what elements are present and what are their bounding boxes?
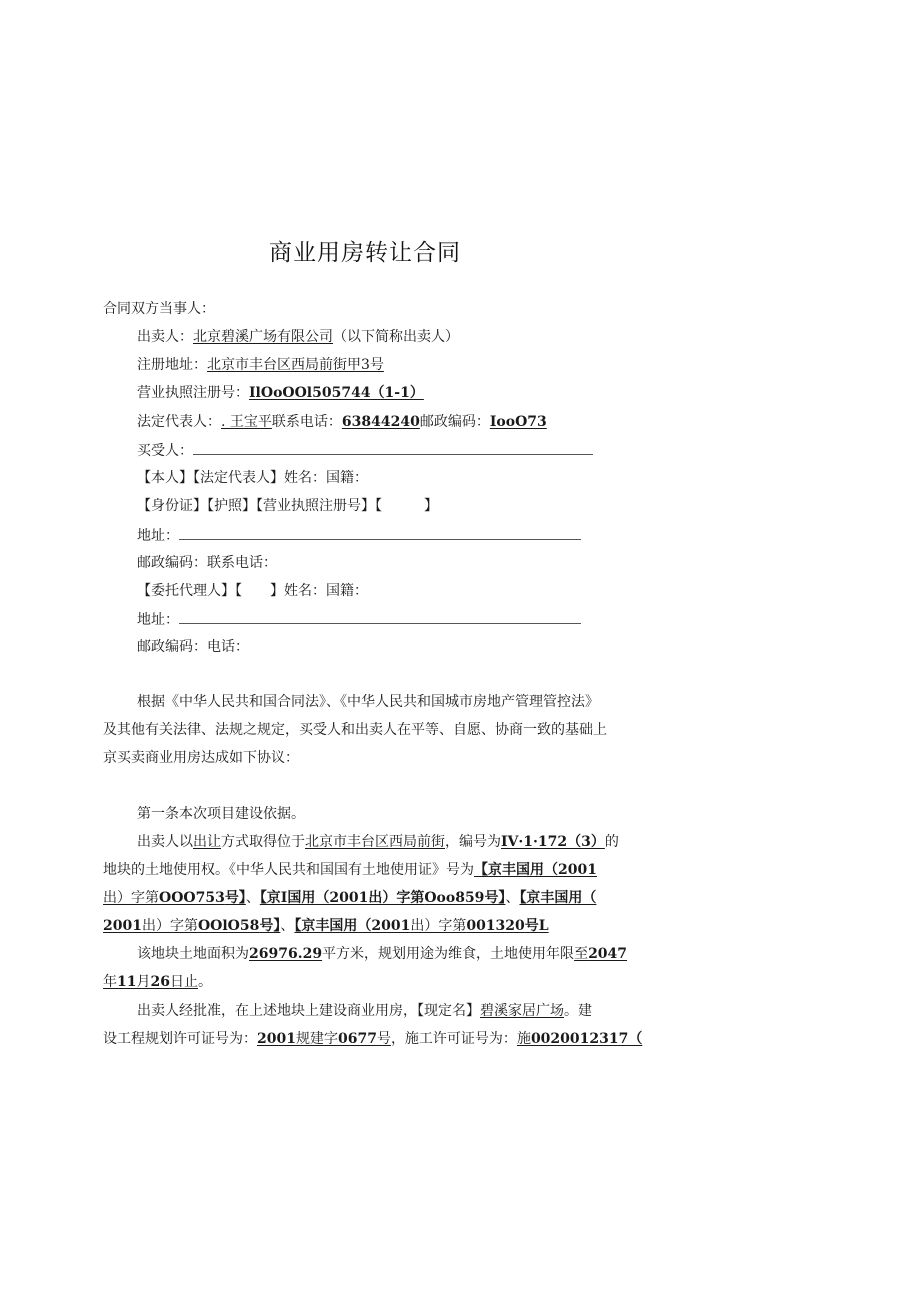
seller-note: （以下简称出卖人）: [333, 329, 459, 345]
seller-license: IlOoOOl505744（1-1）: [249, 385, 424, 401]
text-segment: 该地块土地面积为: [137, 946, 249, 962]
land-certificate-2a: 【京I国用（2001出）字第: [259, 890, 425, 906]
buyer-blank[interactable]: [193, 440, 593, 455]
text-segment: 。建: [564, 1003, 592, 1019]
planning-permit-suffix: 号: [376, 1031, 391, 1047]
land-certificate-3b: 2001: [103, 918, 142, 934]
land-certificate-4a: 【京丰国用（: [294, 918, 372, 934]
land-certificate-1a: 【京丰国用（2001: [474, 862, 597, 878]
land-certificate-3a: 【京丰国用（: [519, 890, 597, 906]
preamble-line-2: 及其他有关法律、法规之规定，买受人和出卖人在平等、自愿、协商一致的基础上: [103, 722, 607, 738]
land-certificate-4-number: 001320: [466, 918, 525, 934]
construction-permit-number: 0020012317（: [530, 1031, 643, 1047]
seller-label: 出卖人：: [137, 329, 193, 345]
article1-p1-line3: [103, 888, 596, 908]
seller-address: 北京市丰台区西局前街甲3号: [207, 357, 384, 373]
article1-heading: 第一条本次项目建设依据。: [137, 806, 305, 822]
text-segment: 出卖人以: [137, 834, 193, 850]
buyer-zip-phone-line: 邮政编码：联系电话：: [137, 555, 277, 571]
seller-rep-label: 法定代表人：: [137, 414, 221, 430]
land-certificate-1c: 号】: [224, 890, 246, 906]
term-day-unit: 日止: [169, 974, 198, 990]
seller-name: 北京碧溪广场有限公司: [193, 329, 333, 345]
text-segment: 地块的土地使用权。《中华人民共和国国有土地使用证》号为: [103, 862, 474, 878]
agent-line: [137, 581, 368, 601]
parties-heading: 合同双方当事人：: [103, 301, 215, 317]
text-segment: 方式取得位于: [221, 834, 305, 850]
text-segment: 的: [604, 834, 619, 850]
agent-address-label: 地址：: [137, 612, 179, 628]
text-segment: 、: [280, 918, 295, 934]
preamble-line-1: 根据《中华人民共和国合同法》、《中华人民共和国城市房地产管理管控法》: [137, 694, 599, 710]
seller-license-line: [137, 383, 424, 403]
land-certificate-4b: 2001: [371, 918, 411, 934]
land-certificate-3c: 出）字第: [141, 918, 198, 934]
seller-zip: IooO73: [489, 414, 547, 430]
text-segment: 、: [505, 890, 520, 906]
agent-zip-phone-line: 邮政编码：电话：: [137, 639, 249, 655]
term-month: 11: [117, 974, 137, 990]
article1-p3-line2: [103, 1029, 642, 1049]
buyer-line: [137, 440, 593, 461]
article1-p3-line1: [137, 1001, 592, 1021]
text-segment: 、: [245, 890, 260, 906]
seller-rep-line: [137, 412, 547, 432]
land-certificate-2-number: Ooo859: [424, 890, 485, 906]
seller-zip-label: 邮政编码：: [419, 414, 490, 430]
agent-address-line: [137, 609, 581, 630]
project-name: 碧溪家居广场: [480, 1003, 564, 1019]
seller-rep: . 王宝平: [221, 414, 272, 430]
term-month-unit: 月: [136, 974, 151, 990]
text-segment: 出卖人经批准，在上述地块上建设商业用房，【现定名】: [137, 1003, 480, 1019]
seller-address-label: 注册地址：: [137, 357, 207, 373]
article1-p1-line1: [137, 832, 619, 852]
land-location: 北京市丰台区西局前街: [305, 834, 445, 850]
land-certificate-4d: 号L: [524, 918, 549, 934]
agent-name-nationality: 姓名：国籍：: [284, 583, 368, 599]
seller-phone: 63844240: [341, 414, 420, 430]
buyer-label: 买受人：: [137, 443, 193, 459]
article1-p2-line2: [103, 972, 212, 992]
buyer-identity-line: 【本人】【法定代表人】姓名：国籍：: [137, 470, 368, 486]
text-segment: 设工程规划许可证号为：: [103, 1031, 257, 1047]
text-segment: ，编号为: [445, 834, 501, 850]
seller-line: [137, 327, 459, 347]
agent-address-blank[interactable]: [179, 609, 581, 624]
contract-title: 商业用房转让合同: [269, 240, 461, 266]
text-segment: 平方米，规划用途为维食，土地使用年限: [322, 946, 575, 962]
buyer-address-line: [137, 525, 581, 546]
seller-address-line: [137, 355, 384, 375]
land-certificate-4c: 出）字第: [410, 918, 467, 934]
term-year-unit: 年: [103, 974, 117, 990]
text-segment: 。: [197, 974, 212, 990]
planning-permit-type: 规建字: [295, 1031, 338, 1047]
land-certificate-3d: 号】: [259, 918, 281, 934]
term-year: 2047: [588, 946, 628, 962]
buyer-document-line: 【身份证】【护照】【营业执照注册号】【 】: [137, 498, 438, 514]
article1-p1-line4: [103, 916, 549, 936]
seller-phone-label: 联系电话：: [271, 414, 342, 430]
land-certificate-1-number: OOO753: [159, 890, 225, 906]
text-segment: ，施工许可证号为：: [390, 1031, 517, 1047]
term-day: 26: [150, 974, 170, 990]
planning-permit-number: 0677: [337, 1031, 377, 1047]
acquisition-method: 出让: [193, 834, 221, 850]
preamble-line-3: 京买卖商业用房达成如下协议：: [103, 750, 299, 766]
seller-license-label: 营业执照注册号：: [137, 385, 249, 401]
land-area: 26976.29: [249, 946, 323, 962]
land-certificate-1b: 出）字第: [103, 890, 159, 906]
buyer-address-blank[interactable]: [179, 525, 581, 540]
agent-type: 【委托代理人】【 】: [137, 583, 284, 599]
term-prefix: 至: [574, 946, 589, 962]
land-certificate-2b: 号】: [484, 890, 506, 906]
buyer-address-label: 地址：: [137, 528, 179, 544]
land-certificate-3-number: OOlO58: [197, 918, 260, 934]
land-number: IV·1·172（3）: [501, 834, 605, 850]
article1-p2-line1: [137, 944, 627, 964]
planning-permit-year: 2001: [257, 1031, 296, 1047]
article1-p1-line2: [103, 860, 597, 880]
construction-permit-prefix: 施: [516, 1031, 531, 1047]
